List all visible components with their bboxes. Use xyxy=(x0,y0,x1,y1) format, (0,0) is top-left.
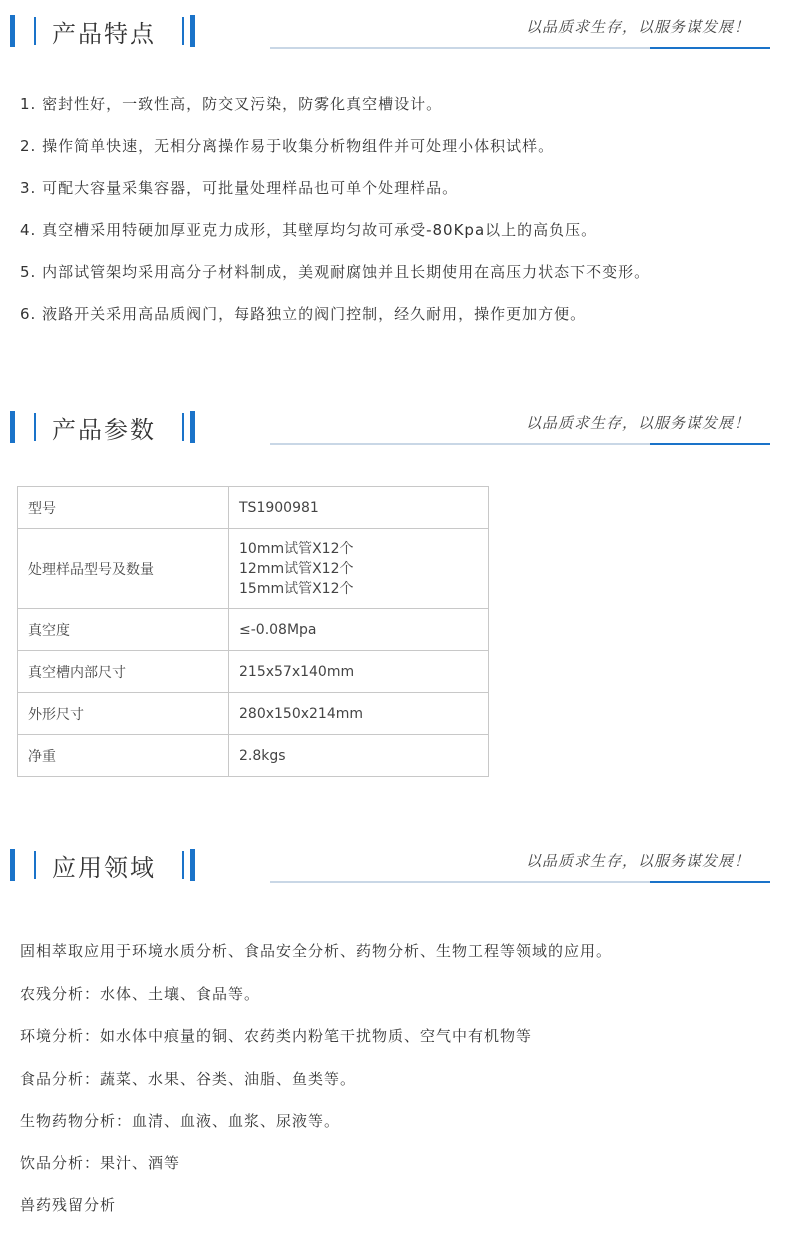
table-row xyxy=(18,487,489,529)
header-bar-right-thin xyxy=(182,413,184,441)
param-value: TS1900981 xyxy=(229,487,489,529)
application-item: 固相萃取应用于环境水质分析、食品安全分析、药物分析、生物工程等领域的应用。 xyxy=(20,942,613,960)
section-slogan: 以品质求生存，以服务谋发展！ xyxy=(525,414,750,432)
param-value-line: 12mm试管X12个 xyxy=(239,560,354,577)
feature-item: 1. 密封性好，一致性高，防交叉污染，防雾化真空槽设计。 xyxy=(20,95,443,113)
application-item: 食品分析：蔬菜、水果、谷类、油脂、鱼类等。 xyxy=(20,1070,357,1088)
section-header-params xyxy=(0,404,800,454)
section-slogan: 以品质求生存，以服务谋发展！ xyxy=(525,18,750,36)
application-item: 兽药残留分析 xyxy=(20,1196,117,1214)
param-key: 处理样品型号及数量 xyxy=(18,529,229,609)
application-item: 饮品分析：果汁、酒等 xyxy=(20,1154,181,1172)
param-value: ≤-0.08Mpa xyxy=(229,609,489,651)
feature-item: 4. 真空槽采用特硬加厚亚克力成形，其壁厚均匀故可承受-80Kpa以上的高负压。 xyxy=(20,221,598,239)
section-title: 产品特点 xyxy=(52,20,156,48)
table-row xyxy=(18,735,489,777)
table-row xyxy=(18,529,489,609)
header-bar-mid xyxy=(34,413,36,441)
feature-item: 3. 可配大容量采集容器，可批量处理样品也可单个处理样品。 xyxy=(20,179,459,197)
application-item: 生物药物分析：血清、血液、血浆、尿液等。 xyxy=(20,1112,341,1130)
param-key: 净重 xyxy=(18,735,229,777)
header-bar-mid xyxy=(34,851,36,879)
params-table xyxy=(17,486,489,777)
application-item: 农残分析：水体、土壤、食品等。 xyxy=(20,985,261,1003)
header-underline xyxy=(270,881,770,883)
header-bar-left xyxy=(10,411,15,443)
param-value: 2.8kgs xyxy=(229,735,489,777)
param-key: 外形尺寸 xyxy=(18,693,229,735)
header-bar-right xyxy=(190,849,195,881)
application-item: 环境分析：如水体中痕量的铜、农药类内粉笔干扰物质、空气中有机物等 xyxy=(20,1027,533,1045)
feature-item: 5. 内部试管架均采用高分子材料制成，美观耐腐蚀并且长期使用在高压力状态下不变形。 xyxy=(20,263,651,281)
header-bar-right xyxy=(190,411,195,443)
table-row xyxy=(18,651,489,693)
param-value: 215x57x140mm xyxy=(229,651,489,693)
feature-item: 2. 操作简单快速，无相分离操作易于收集分析物组件并可处理小体积试样。 xyxy=(20,137,555,155)
section-slogan: 以品质求生存，以服务谋发展！ xyxy=(525,852,750,870)
feature-item: 6. 液路开关采用高品质阀门，每路独立的阀门控制，经久耐用，操作更加方便。 xyxy=(20,305,587,323)
param-value-line: 15mm试管X12个 xyxy=(239,580,354,597)
header-bar-right-thin xyxy=(182,17,184,45)
param-value-line: 10mm试管X12个 xyxy=(239,540,354,557)
param-key: 真空度 xyxy=(18,609,229,651)
section-title: 产品参数 xyxy=(52,416,156,444)
header-bar-right xyxy=(190,15,195,47)
header-bar-right-thin xyxy=(182,851,184,879)
header-underline xyxy=(270,47,770,49)
table-row xyxy=(18,693,489,735)
param-value: 280x150x214mm xyxy=(229,693,489,735)
header-bar-left xyxy=(10,15,15,47)
section-header-applications xyxy=(0,842,800,892)
header-underline xyxy=(270,443,770,445)
param-key: 型号 xyxy=(18,487,229,529)
section-title: 应用领域 xyxy=(52,854,156,882)
table-row xyxy=(18,609,489,651)
header-bar-mid xyxy=(34,17,36,45)
header-bar-left xyxy=(10,849,15,881)
param-key: 真空槽内部尺寸 xyxy=(18,651,229,693)
param-value xyxy=(229,529,489,609)
section-header-features xyxy=(0,8,800,58)
